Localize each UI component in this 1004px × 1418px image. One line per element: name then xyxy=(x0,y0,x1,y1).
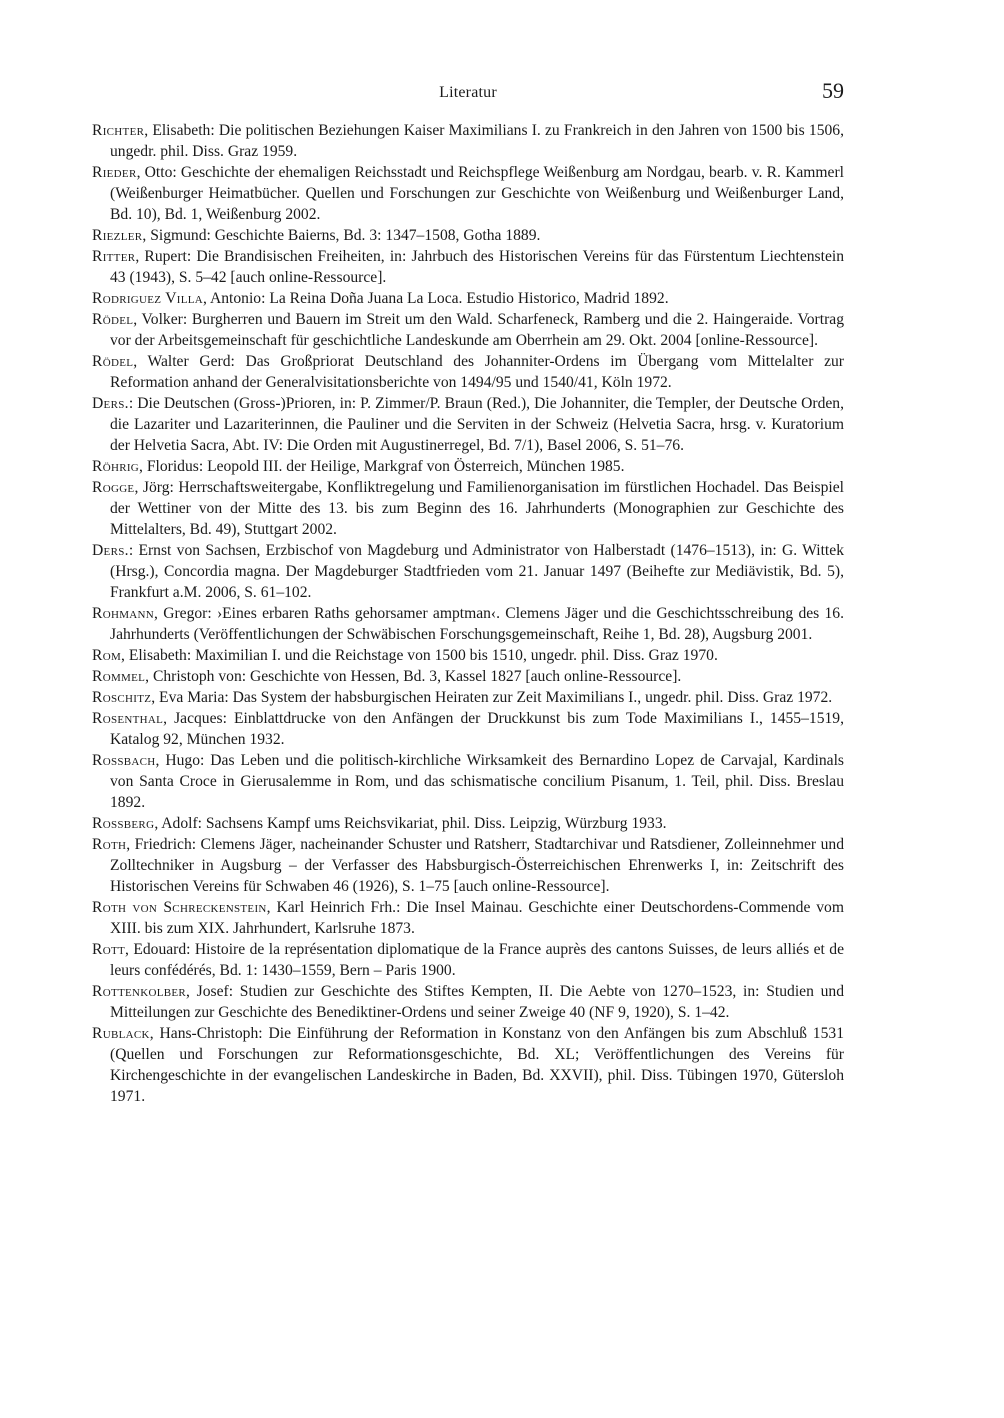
bib-entry xyxy=(92,288,844,309)
entry-text: , Eva Maria: Das System der habsburgischen Heiraten zur Zeit Maximilians I., ungedr. phil. Diss. Graz 1972. xyxy=(151,689,833,706)
entry-author: Riezler xyxy=(92,227,143,244)
entry-text: , Adolf: Sachsens Kampf ums Reichsvikariat, phil. Diss. Leipzig, Würzburg 1933. xyxy=(154,815,667,832)
bib-entry xyxy=(92,687,844,708)
bib-entry xyxy=(92,939,844,981)
entry-author: Rom xyxy=(92,647,122,664)
entry-text: , Jacques: Einblattdrucke von den Anfängen der Druckkunst bis zum Tode Maximilians I., 1455–1519, Katalog 92, München 1932. xyxy=(110,710,844,748)
running-header xyxy=(92,78,844,108)
bib-entry xyxy=(92,309,844,351)
entry-text: : Ernst von Sachsen, Erzbischof von Magdeburg und Administrator von Halberstadt (1476–1513), in: G. Wittek (Hrsg.), Concordia magna. Der Magdeburger Stadtfrieden vom 21. Januar 1497 (Beihefte zur Mediävistik, Bd. 5), Frankfurt a.M. 2006, S. 61–102. xyxy=(110,542,844,601)
entry-author: Roschitz xyxy=(92,689,152,706)
bib-entry xyxy=(92,981,844,1023)
entry-author: Ders. xyxy=(92,542,129,559)
entry-author: Rohmann xyxy=(92,605,155,622)
entry-author: Rodriguez Villa xyxy=(92,290,204,307)
bib-entry xyxy=(92,477,844,540)
bib-entry xyxy=(92,813,844,834)
entry-author: Rottenkolber xyxy=(92,983,187,1000)
entry-author: Rossberg xyxy=(92,815,155,832)
bib-entry xyxy=(92,750,844,813)
entry-text: , Antonio: La Reina Doña Juana La Loca. Estudio Historico, Madrid 1892. xyxy=(203,290,669,307)
entry-text: , Volker: Burgherren und Bauern im Streit um den Wald. Scharfeneck, Ramberg und die 2. Haingeraide. Vortrag vor der Arbeitsgemeinschaft für geschichtliche Landeskunde am Oberrhein am 29. Okt. 2004 [online-Ressource]. xyxy=(110,311,844,349)
page-number: 59 xyxy=(822,78,844,103)
entry-text: , Hugo: Das Leben und die politisch-kirchliche Wirksamkeit des Bernardino Lopez de Carvajal, Kardinals von Santa Croce in Gierusalemme in Rom, und das schismatische concilium Pisanum, 1. Teil, phil. Diss. Breslau 1892. xyxy=(110,752,844,811)
bib-entry xyxy=(92,897,844,939)
entry-author: Rublack xyxy=(92,1025,150,1042)
entry-text: , Walter Gerd: Das Großpriorat Deutschland des Johanniter-Ordens im Übergang vom Mittelalter zur Reformation anhand der Generalvisitationsberichte von 1494/95 und 1540/41, Köln 1972. xyxy=(110,353,844,391)
bib-entry xyxy=(92,708,844,750)
bib-entry xyxy=(92,246,844,288)
entry-text: , Edouard: Histoire de la représentation diplomatique de la France auprès des cantons Suisses, de leurs alliés et de leurs confédérés, Bd. 1: 1430–1559, Bern – Paris 1900. xyxy=(110,941,844,979)
entry-text: , Josef: Studien zur Geschichte des Stiftes Kempten, II. Die Aebte von 1270–1523, in: Studien und Mitteilungen zur Geschichte des Benediktiner-Ordens und seiner Zweige 40 (NF 9, 1920), S. 1–42. xyxy=(110,983,844,1021)
entry-text: , Christoph von: Geschichte von Hessen, Bd. 3, Kassel 1827 [auch online-Ressource]. xyxy=(145,668,682,685)
entry-author: Roth xyxy=(92,836,127,853)
entry-author: Richter xyxy=(92,122,145,139)
entry-author: Rogge xyxy=(92,479,135,496)
entry-text: , Elisabeth: Maximilian I. und die Reichstage von 1500 bis 1510, ungedr. phil. Diss. Graz 1970. xyxy=(121,647,718,664)
entry-author: Rott xyxy=(92,941,125,958)
entry-text: , Otto: Geschichte der ehemaligen Reichsstadt und Reichspflege Weißenburg am Nordgau, bearb. v. R. Kammerl (Weißenburger Heimatbücher. Quellen und Forschungen zur Geschichte von Weißenburg und Weißenburger Land, Bd. 10), Bd. 1, Weißenburg 2002. xyxy=(110,164,844,223)
entry-author: Rödel xyxy=(92,353,134,370)
entry-author: Roth von Schreckenstein xyxy=(92,899,267,916)
bib-entry xyxy=(92,603,844,645)
entry-author: Ders. xyxy=(92,395,129,412)
bibliography-list xyxy=(92,120,844,1107)
entry-text: , Friedrich: Clemens Jäger, nacheinander Schuster und Ratsherr, Stadtarchivar und Ratsdiener, Zolleinnehmer und Zolltechniker in Augsburg – der Verfasser des Habsburgisch-Österreichischen Ehrenwerks I, in: Zeitschrift des Historischen Vereins für Schwaben 46 (1926), S. 1–75 [auch online-Ressource]. xyxy=(110,836,844,895)
header-title: Literatur xyxy=(439,84,497,101)
bib-entry xyxy=(92,540,844,603)
entry-text: , Karl Heinrich Frh.: Die Insel Mainau. Geschichte einer Deutschordens-Commende vom XIII. bis zum XIX. Jahrhundert, Karlsruhe 1873. xyxy=(110,899,844,937)
entry-text: , Rupert: Die Brandisischen Freiheiten, in: Jahrbuch des Historischen Vereins für das Fürstentum Liechtenstein 43 (1943), S. 5–42 [auch online-Ressource]. xyxy=(110,248,844,286)
entry-author: Röhrig xyxy=(92,458,140,475)
entry-author: Ritter xyxy=(92,248,136,265)
bib-entry xyxy=(92,1023,844,1107)
bib-entry xyxy=(92,120,844,162)
entry-text: , Sigmund: Geschichte Baierns, Bd. 3: 1347–1508, Gotha 1889. xyxy=(142,227,541,244)
entry-author: Rieder xyxy=(92,164,137,181)
document-page xyxy=(92,78,844,1107)
entry-text: , Jörg: Herrschaftsweitergabe, Konfliktregelung und Familienorganisation im fürstlichen Hochadel. Das Beispiel der Wettiner von der Mitte des 13. bis zum Beginn des 16. Jahrhunderts (Monographien zur Geschichte des Mittelalters, Bd. 49), Stuttgart 2002. xyxy=(110,479,844,538)
entry-text: , Floridus: Leopold III. der Heilige, Markgraf von Österreich, München 1985. xyxy=(139,458,625,475)
entry-text: , Gregor: ›Eines erbaren Raths gehorsamer amptman‹. Clemens Jäger und die Geschichtsschreibung des 16. Jahrhunderts (Veröffentlichungen der Schwäbischen Forschungsgemeinschaft, Reihe 1, Bd. 28), Augsburg 2001. xyxy=(110,605,844,643)
bib-entry xyxy=(92,351,844,393)
bib-entry xyxy=(92,225,844,246)
bib-entry xyxy=(92,162,844,225)
entry-text: , Hans-Christoph: Die Einführung der Reformation in Konstanz von den Anfängen bis zum Abschluß 1531 (Quellen und Forschungen zur Reformationsgeschichte, Bd. XL; Veröffentlichungen des Vereins für Kirchengeschichte in der evangelischen Landeskirche in Baden, Bd. XXVII), phil. Diss. Tübingen 1970, Gütersloh 1971. xyxy=(110,1025,844,1105)
bib-entry xyxy=(92,834,844,897)
entry-text: : Die Deutschen (Gross-)Prioren, in: P. Zimmer/P. Braun (Red.), Die Johanniter, die Templer, der Deutsche Orden, die Lazariter und Lazariterinnen, die Pauliner und die Serviten in der Schweiz (Helvetia Sacra, hrsg. v. Kuratorium der Helvetia Sacra, Abt. IV: Die Orden mit Augustinerregel, Bd. 7/1), Basel 2006, S. 51–76. xyxy=(110,395,844,454)
bib-entry xyxy=(92,456,844,477)
entry-author: Rosenthal xyxy=(92,710,164,727)
entry-text: , Elisabeth: Die politischen Beziehungen Kaiser Maximilians I. zu Frankreich in den Jahren von 1500 bis 1506, ungedr. phil. Diss. Graz 1959. xyxy=(110,122,844,160)
entry-author: Rödel xyxy=(92,311,134,328)
entry-author: Rossbach xyxy=(92,752,156,769)
bib-entry xyxy=(92,393,844,456)
entry-author: Rommel xyxy=(92,668,146,685)
bib-entry xyxy=(92,666,844,687)
bib-entry xyxy=(92,645,844,666)
